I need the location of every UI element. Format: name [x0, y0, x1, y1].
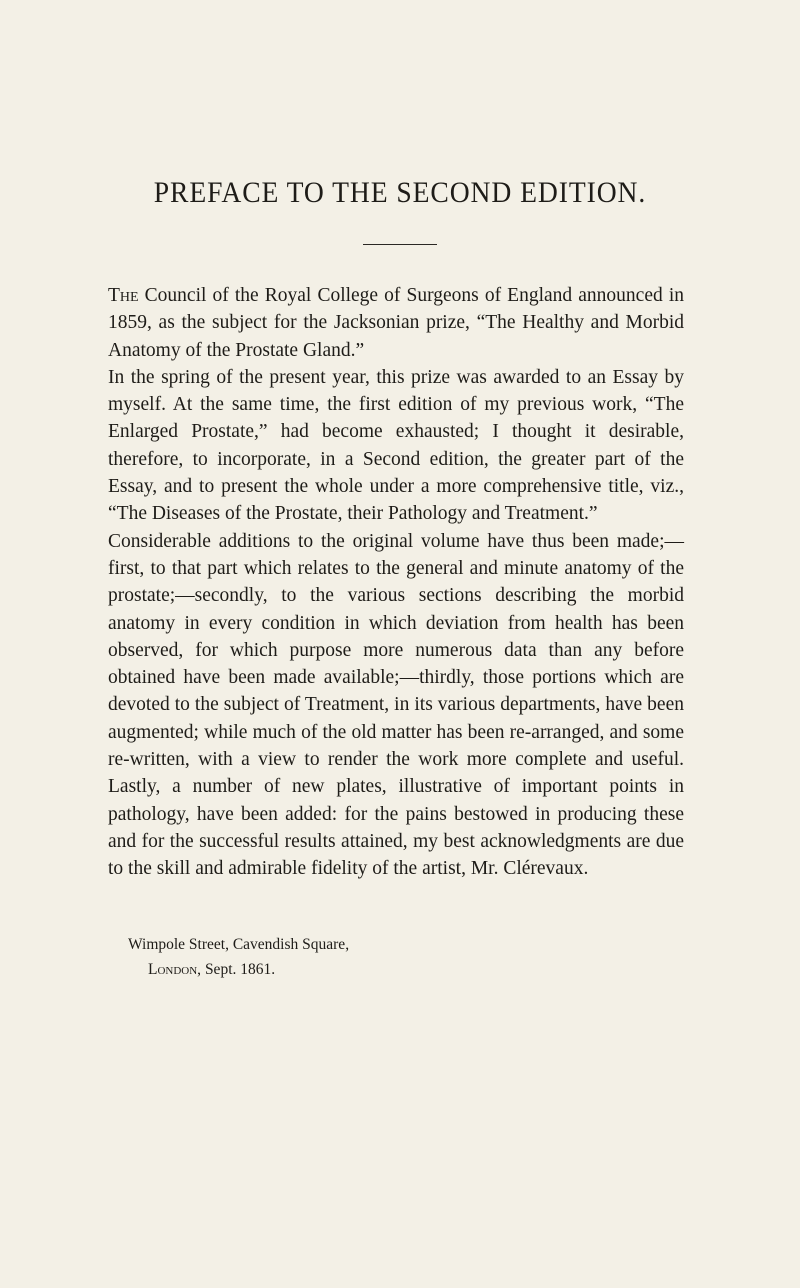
date: Sept. 1861.: [204, 961, 276, 978]
paragraph-1: [108, 282, 684, 364]
page-title: PREFACE TO THE SECOND EDITION.: [153, 176, 647, 209]
paragraph-text: Council of the Royal College of Surgeons of England announced in 1859, as the subject for the Jacksonian prize, “The Healthy and Morbid Anatomy of the Prostate Gland.”: [108, 285, 684, 361]
paragraph-3: [108, 528, 684, 883]
address-line: Wimpole Street, Cavendish Square,: [128, 936, 350, 953]
title-rule: [363, 244, 437, 245]
paragraph-text: In the spring of the present year, this prize was awarded to an Essay by myself. At the same time, the first edition of my previous work, “The Enlarged Prostate,” had become exhausted; I thought it desirable, therefore, to incorporate, in a Second edition, the greater part of the Essay, and to present the whole under a more comprehensive title, viz., “The Diseases of the Prostate, their Pathology and Treatment.”: [108, 366, 684, 525]
preface-body: [108, 282, 684, 883]
place-date-line: [128, 957, 349, 982]
paragraph-text: Considerable additions to the original volume have thus been made;—first, to that part which relates to the general and minute anatomy of the prostate;—secondly, to the various sections describing the morbid anatomy in every condition in which deviation from health has been observed, for which purpose more numerous data than any before obtained have been made available;—thirdly, those portions which are devoted to the subject of Treatment, in its various departments, have been augmented; while much of the old matter has been re-arranged, and some re-written, with a view to render the work more complete and useful. Lastly, a number of new plates, illustrative of important points in pathology, have been added: for the pains bestowed in producing these and for the successful results attained, my best acknowledgments are due to the skill and admirable fidelity of the artist, Mr. Clérevaux.: [108, 530, 684, 880]
city: London,: [148, 961, 202, 978]
paragraph-2: [108, 364, 684, 528]
signature-block: [128, 932, 349, 982]
lead-word: The: [108, 285, 139, 306]
